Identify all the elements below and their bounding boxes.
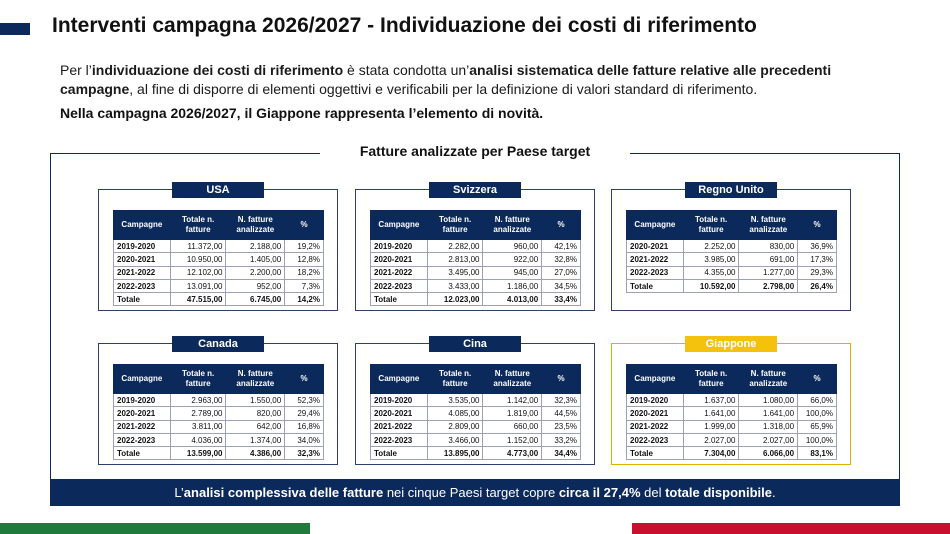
value-cell: 2.027,00 — [683, 433, 739, 446]
card-regno-unito — [611, 184, 851, 311]
value-cell: 4.085,00 — [427, 407, 483, 420]
campaign-cell: 2021-2022 — [371, 420, 428, 433]
value-cell: 830,00 — [739, 240, 798, 253]
value-cell: 660,00 — [483, 420, 542, 433]
table-header-row — [371, 365, 581, 394]
percent-cell: 26,4% — [798, 279, 837, 292]
percent-cell: 33,4% — [542, 293, 581, 306]
value-cell: 1.641,00 — [739, 407, 798, 420]
value-cell: 13.599,00 — [170, 447, 226, 460]
value-cell: 10.592,00 — [683, 279, 739, 292]
value-cell: 2.789,00 — [170, 407, 226, 420]
percent-cell: 36,9% — [798, 240, 837, 253]
table-row — [627, 394, 837, 407]
value-cell: 1.637,00 — [683, 394, 739, 407]
campaign-cell: 2020-2021 — [371, 253, 428, 266]
table-total-row — [627, 447, 837, 460]
campaign-cell: 2021-2022 — [627, 420, 684, 433]
column-header: N. fatture analizzate — [739, 211, 798, 240]
percent-cell: 32,8% — [542, 253, 581, 266]
table-row — [114, 266, 324, 279]
table-row — [627, 253, 837, 266]
column-header: Totale n. fatture — [683, 365, 739, 394]
table-row — [627, 240, 837, 253]
page-title: Interventi campagna 2026/2027 - Individuazione dei costi di riferimento — [52, 14, 757, 37]
table-total-row — [114, 293, 324, 306]
column-header: Totale n. fatture — [170, 365, 226, 394]
campaign-cell: 2021-2022 — [114, 266, 171, 279]
campaign-cell: 2022-2023 — [114, 279, 171, 292]
value-cell: 820,00 — [226, 407, 285, 420]
value-cell: 2.027,00 — [739, 433, 798, 446]
percent-cell: 65,9% — [798, 420, 837, 433]
table-header-row — [627, 365, 837, 394]
column-header: N. fatture analizzate — [739, 365, 798, 394]
column-header: Totale n. fatture — [427, 211, 483, 240]
value-cell: 1.318,00 — [739, 420, 798, 433]
flag-stripe-red — [632, 523, 950, 534]
column-header: % — [798, 365, 837, 394]
value-cell: 1.819,00 — [483, 407, 542, 420]
footer-text-1: L’ — [174, 485, 184, 500]
card-svizzera — [355, 184, 595, 311]
column-header: % — [542, 211, 581, 240]
value-cell: 642,00 — [226, 420, 285, 433]
column-header: Campagne — [114, 211, 171, 240]
summary-footer — [50, 479, 900, 506]
table-row — [627, 407, 837, 420]
table-row — [114, 433, 324, 446]
percent-cell: 29,3% — [798, 266, 837, 279]
table-row — [371, 240, 581, 253]
intro-bold-2: analisi sistematica delle fatture relative alle precedenti campagne — [60, 62, 832, 97]
table-header-row — [371, 211, 581, 240]
value-cell: 6.066,00 — [739, 447, 798, 460]
campaign-cell: 2021-2022 — [627, 253, 684, 266]
footer-text-4: . — [771, 485, 776, 500]
campaign-cell: 2022-2023 — [114, 433, 171, 446]
percent-cell: 18,2% — [285, 266, 324, 279]
footer-bold-3: totale disponibile — [665, 485, 772, 500]
value-cell: 11.372,00 — [170, 240, 226, 253]
country-label-giappone: Giappone — [685, 336, 777, 352]
value-cell: 1.641,00 — [683, 407, 739, 420]
value-cell: 6.745,00 — [226, 293, 285, 306]
percent-cell: 27,0% — [542, 266, 581, 279]
campaign-cell: Totale — [371, 293, 428, 306]
value-cell: 1.186,00 — [483, 279, 542, 292]
value-cell: 3.535,00 — [427, 394, 483, 407]
country-label-canada: Canada — [172, 336, 264, 352]
column-header: Totale n. fatture — [170, 211, 226, 240]
percent-cell: 19,2% — [285, 240, 324, 253]
value-cell: 3.466,00 — [427, 433, 483, 446]
column-header: N. fatture analizzate — [483, 365, 542, 394]
value-cell: 12.102,00 — [170, 266, 226, 279]
percent-cell: 17,3% — [798, 253, 837, 266]
column-header: N. fatture analizzate — [226, 211, 285, 240]
table-row — [627, 433, 837, 446]
country-label-usa: USA — [172, 182, 264, 198]
table-row — [371, 420, 581, 433]
value-cell: 7.304,00 — [683, 447, 739, 460]
value-cell: 691,00 — [739, 253, 798, 266]
value-cell: 47.515,00 — [170, 293, 226, 306]
intro-text-3: , al fine di disporre di elementi oggettivi e verificabili per la definizione di valori standard di riferimento. — [129, 81, 758, 97]
frame-title: Fatture analizzate per Paese target — [320, 143, 630, 159]
country-label-regno-unito: Regno Unito — [685, 182, 777, 198]
value-cell: 1.374,00 — [226, 433, 285, 446]
campaign-cell: 2021-2022 — [371, 266, 428, 279]
table-row — [114, 279, 324, 292]
campaign-cell: 2020-2021 — [114, 253, 171, 266]
table-row — [371, 253, 581, 266]
table-header-row — [114, 211, 324, 240]
intro-text-2: è stata condotta un’ — [343, 62, 470, 78]
value-cell: 1.999,00 — [683, 420, 739, 433]
value-cell: 4.013,00 — [483, 293, 542, 306]
invoices-table-regno-unito — [626, 210, 837, 293]
campaign-cell: 2022-2023 — [371, 433, 428, 446]
table-header-row — [114, 365, 324, 394]
intro-text-1: Per l’ — [60, 62, 92, 78]
column-header: Totale n. fatture — [683, 211, 739, 240]
column-header: Campagne — [627, 365, 684, 394]
percent-cell: 66,0% — [798, 394, 837, 407]
campaign-cell: Totale — [114, 447, 171, 460]
value-cell: 4.355,00 — [683, 266, 739, 279]
flag-stripe-green — [0, 523, 310, 534]
percent-cell: 34,5% — [542, 279, 581, 292]
value-cell: 13.895,00 — [427, 447, 483, 460]
intro-bold-1: individuazione dei costi di riferimento — [91, 62, 344, 78]
value-cell: 1.277,00 — [739, 266, 798, 279]
country-label-svizzera: Svizzera — [429, 182, 521, 198]
invoices-table-giappone — [626, 364, 837, 460]
percent-cell: 44,5% — [542, 407, 581, 420]
percent-cell: 32,3% — [285, 447, 324, 460]
value-cell: 2.200,00 — [226, 266, 285, 279]
percent-cell: 83,1% — [798, 447, 837, 460]
value-cell: 2.252,00 — [683, 240, 739, 253]
card-usa — [98, 184, 338, 311]
card-cina — [355, 338, 595, 465]
campaign-cell: Totale — [114, 293, 171, 306]
percent-cell: 16,8% — [285, 420, 324, 433]
value-cell: 3.985,00 — [683, 253, 739, 266]
intro-paragraph — [60, 61, 900, 99]
percent-cell: 29,4% — [285, 407, 324, 420]
value-cell: 4.773,00 — [483, 447, 542, 460]
footer-text-3: del — [640, 485, 666, 500]
novelty-statement: Nella campagna 2026/2027, il Giappone rappresenta l’elemento di novità. — [60, 105, 544, 121]
footer-bold-2: circa il 27,4% — [558, 485, 641, 500]
card-canada — [98, 338, 338, 465]
value-cell: 2.813,00 — [427, 253, 483, 266]
table-row — [114, 394, 324, 407]
table-row — [627, 266, 837, 279]
value-cell: 13.091,00 — [170, 279, 226, 292]
percent-cell: 32,3% — [542, 394, 581, 407]
invoices-table-usa — [113, 210, 324, 306]
table-row — [114, 407, 324, 420]
percent-cell: 100,0% — [798, 407, 837, 420]
campaign-cell: 2021-2022 — [114, 420, 171, 433]
percent-cell: 52,3% — [285, 394, 324, 407]
campaign-cell: Totale — [371, 447, 428, 460]
column-header: Campagne — [114, 365, 171, 394]
table-row — [627, 420, 837, 433]
invoices-table-svizzera — [370, 210, 581, 306]
table-row — [371, 266, 581, 279]
column-header: % — [798, 211, 837, 240]
column-header: % — [285, 211, 324, 240]
percent-cell: 42,1% — [542, 240, 581, 253]
value-cell: 945,00 — [483, 266, 542, 279]
campaign-cell: 2019-2020 — [114, 394, 171, 407]
campaign-cell: Totale — [627, 447, 684, 460]
table-row — [371, 394, 581, 407]
percent-cell: 33,2% — [542, 433, 581, 446]
value-cell: 3.811,00 — [170, 420, 226, 433]
table-header-row — [627, 211, 837, 240]
column-header: % — [285, 365, 324, 394]
value-cell: 1.550,00 — [226, 394, 285, 407]
table-row — [114, 253, 324, 266]
percent-cell: 23,5% — [542, 420, 581, 433]
card-giappone — [611, 338, 851, 465]
percent-cell: 7,3% — [285, 279, 324, 292]
percent-cell: 34,4% — [542, 447, 581, 460]
campaign-cell: 2019-2020 — [114, 240, 171, 253]
value-cell: 1.152,00 — [483, 433, 542, 446]
value-cell: 1.405,00 — [226, 253, 285, 266]
value-cell: 960,00 — [483, 240, 542, 253]
value-cell: 12.023,00 — [427, 293, 483, 306]
value-cell: 4.386,00 — [226, 447, 285, 460]
value-cell: 1.080,00 — [739, 394, 798, 407]
campaign-cell: 2022-2023 — [627, 433, 684, 446]
column-header: N. fatture analizzate — [226, 365, 285, 394]
value-cell: 2.798,00 — [739, 279, 798, 292]
campaign-cell: 2020-2021 — [627, 240, 684, 253]
column-header: Totale n. fatture — [427, 365, 483, 394]
campaign-cell: 2019-2020 — [371, 240, 428, 253]
campaign-cell: Totale — [627, 279, 684, 292]
title-accent-bar — [0, 23, 30, 35]
invoices-table-canada — [113, 364, 324, 460]
table-row — [371, 279, 581, 292]
percent-cell: 100,0% — [798, 433, 837, 446]
table-total-row — [371, 447, 581, 460]
value-cell: 922,00 — [483, 253, 542, 266]
column-header: Campagne — [371, 365, 428, 394]
value-cell: 10.950,00 — [170, 253, 226, 266]
footer-text-2: nei cinque Paesi target copre — [383, 485, 559, 500]
campaign-cell: 2020-2021 — [627, 407, 684, 420]
campaign-cell: 2019-2020 — [371, 394, 428, 407]
column-header: Campagne — [371, 211, 428, 240]
value-cell: 1.142,00 — [483, 394, 542, 407]
country-label-cina: Cina — [429, 336, 521, 352]
campaign-cell: 2020-2021 — [114, 407, 171, 420]
column-header: % — [542, 365, 581, 394]
value-cell: 952,00 — [226, 279, 285, 292]
column-header: N. fatture analizzate — [483, 211, 542, 240]
table-row — [114, 420, 324, 433]
percent-cell: 14,2% — [285, 293, 324, 306]
value-cell: 2.809,00 — [427, 420, 483, 433]
value-cell: 2.963,00 — [170, 394, 226, 407]
percent-cell: 12,8% — [285, 253, 324, 266]
footer-bold-1: analisi complessiva delle fatture — [183, 485, 384, 500]
campaign-cell: 2019-2020 — [627, 394, 684, 407]
table-total-row — [627, 279, 837, 292]
table-row — [371, 433, 581, 446]
campaign-cell: 2022-2023 — [627, 266, 684, 279]
value-cell: 3.433,00 — [427, 279, 483, 292]
table-total-row — [371, 293, 581, 306]
value-cell: 3.495,00 — [427, 266, 483, 279]
campaign-cell: 2020-2021 — [371, 407, 428, 420]
invoices-table-cina — [370, 364, 581, 460]
value-cell: 2.188,00 — [226, 240, 285, 253]
table-row — [371, 407, 581, 420]
table-total-row — [114, 447, 324, 460]
table-row — [114, 240, 324, 253]
value-cell: 4.036,00 — [170, 433, 226, 446]
value-cell: 2.282,00 — [427, 240, 483, 253]
campaign-cell: 2022-2023 — [371, 279, 428, 292]
percent-cell: 34,0% — [285, 433, 324, 446]
column-header: Campagne — [627, 211, 684, 240]
